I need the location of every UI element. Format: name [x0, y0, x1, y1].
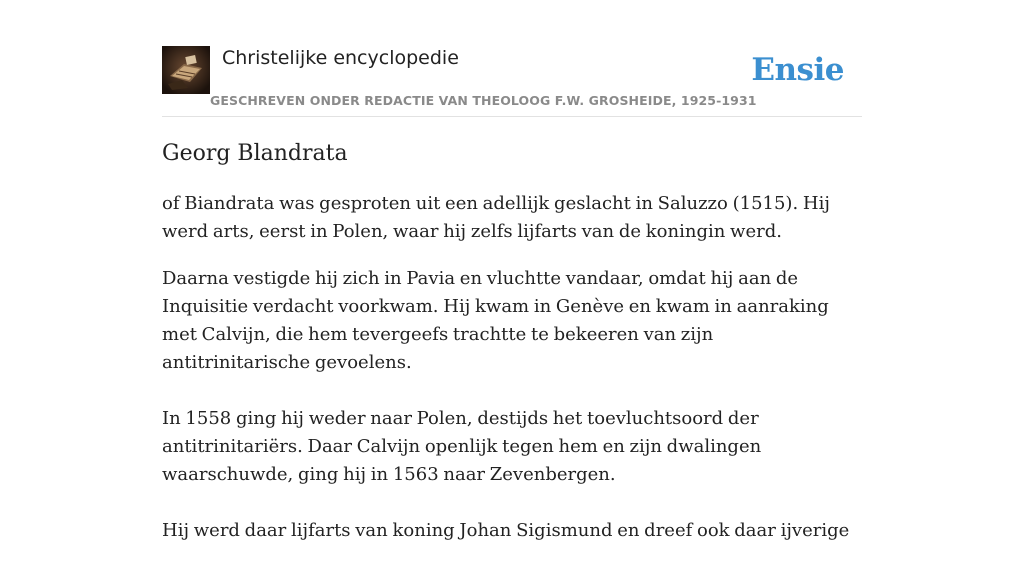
site-header	[162, 46, 862, 117]
article-body	[162, 138, 864, 564]
site-subtitle: GESCHREVEN ONDER REDACTIE VAN THEOLOOG F.W. GROSHEIDE, 1925-1931	[210, 93, 757, 108]
article-paragraph: Daarna vestigde hij zich in Pavia en vluchtte vandaar, omdat hij aan de Inquisitie verdacht voorkwam. Hij kwam in Genève en kwam in aanraking met Calvijn, die hem tevergeefs trachtte te bekeeren van zijn antitrinitarische gevoelens. In 1558 ging hij weder naar Polen, destijds het toevluchtsoord der antitrinitariërs. Daar Calvijn openlijk tegen hem en zijn dwalingen waarschuwde, ging hij in 1563 naar Zevenbergen. Hij werd daar lijfarts van koning Johan Sigismund en dreef ook daar ijverige	[162, 268, 850, 541]
article-title: Georg Blandrata	[162, 141, 348, 166]
article-paragraph: of Biandrata was gesproten uit een adellijk geslacht in Saluzzo (1515). Hij werd arts, eerst in Polen, waar hij zelfs lijfarts van de koningin werd.	[162, 193, 830, 242]
site-title[interactable]: Christelijke encyclopedie	[222, 47, 459, 69]
ensie-logo-link[interactable]: Ensie	[751, 52, 844, 88]
avatar-image	[162, 46, 210, 94]
book-photo-icon[interactable]	[162, 46, 210, 94]
